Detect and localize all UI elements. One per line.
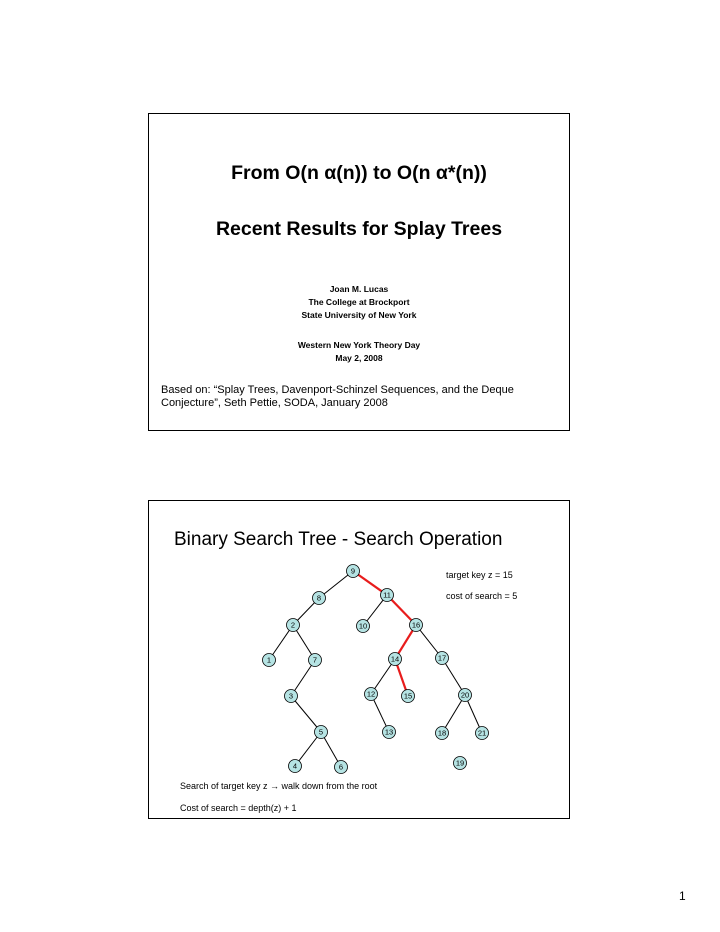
- tree-node-17: [436, 652, 449, 665]
- author-college: The College at Brockport: [308, 297, 410, 307]
- tree-node-6: [335, 761, 348, 774]
- author-name: Joan M. Lucas: [329, 284, 389, 294]
- node-label: 7: [312, 655, 318, 665]
- node-label: 4: [292, 761, 298, 771]
- event-name: Western New York Theory Day: [297, 340, 421, 350]
- node-label: 21: [477, 728, 487, 738]
- slide-title-line1: From O(n α(n)) to O(n α*(n)): [231, 162, 487, 184]
- tree-node-18: [436, 727, 449, 740]
- cost-note: cost of search = 5: [446, 591, 518, 601]
- tree-node-3: [285, 690, 298, 703]
- tree-node-2: [287, 619, 300, 632]
- edge-3-5: [291, 696, 321, 732]
- node-label: 5: [318, 727, 324, 737]
- bst-search-slide: [148, 500, 570, 819]
- node-label: 8: [316, 593, 322, 603]
- tree-node-21: [476, 727, 489, 740]
- author-university: State University of New York: [301, 310, 417, 320]
- event-date: May 2, 2008: [335, 353, 383, 363]
- slide-title: Binary Search Tree - Search Operation: [174, 529, 503, 550]
- node-label: 14: [390, 654, 400, 664]
- node-label: 11: [383, 590, 391, 600]
- tree-node-16: [410, 619, 423, 632]
- node-label: 15: [403, 691, 413, 701]
- node-label: 18: [437, 728, 447, 738]
- page-number: 1: [679, 889, 686, 903]
- tree-node-15: [402, 690, 415, 703]
- node-label: 2: [290, 620, 296, 630]
- based-on-citation: Based on: “Splay Trees, Davenport-Schinzel Sequences, and the Deque Conjecture”, Seth Pettie, SODA, January 2008: [161, 384, 514, 409]
- node-label: 20: [460, 690, 470, 700]
- title-slide: [148, 113, 570, 431]
- tree-node-4: [289, 760, 302, 773]
- node-label: 17: [437, 653, 447, 663]
- tree-node-7: [309, 654, 322, 667]
- node-label: 3: [288, 691, 294, 701]
- node-label: 6: [338, 762, 344, 772]
- event-block: [149, 339, 569, 365]
- node-label: 16: [411, 620, 421, 630]
- tree-node-11: [381, 589, 394, 602]
- node-label: 19: [455, 758, 465, 768]
- tree-node-8: [313, 592, 326, 605]
- author-block: [149, 283, 569, 322]
- tree-node-1: [263, 654, 276, 667]
- node-label: 10: [358, 621, 368, 631]
- cost-definition: Cost of search = depth(z) + 1: [180, 803, 297, 813]
- node-label: 13: [384, 727, 394, 737]
- tree-node-19: [454, 757, 467, 770]
- tree-node-9: [347, 565, 360, 578]
- node-label: 9: [350, 566, 356, 576]
- target-key-note: target key z = 15: [446, 570, 513, 580]
- search-description: Search of target key z → walk down from the root: [180, 781, 378, 791]
- tree-node-5: [315, 726, 328, 739]
- node-label: 12: [366, 689, 376, 699]
- tree-node-14: [389, 653, 402, 666]
- tree-node-10: [357, 620, 370, 633]
- tree-node-12: [365, 688, 378, 701]
- bst-diagram: [149, 501, 569, 818]
- slide-title-line2: Recent Results for Splay Trees: [215, 218, 503, 240]
- tree-node-13: [383, 726, 396, 739]
- node-label: 1: [266, 655, 272, 665]
- tree-node-20: [459, 689, 472, 702]
